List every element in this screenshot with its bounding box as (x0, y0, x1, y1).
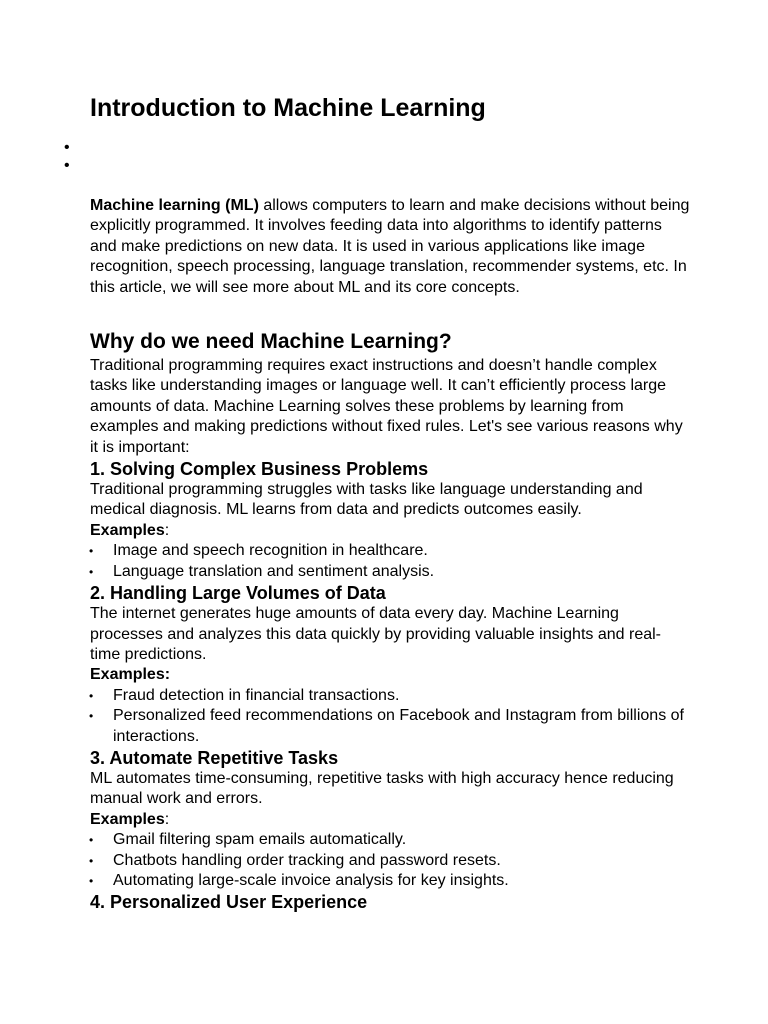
why-paragraph: Traditional programming requires exact instructions and doesn’t handle complex tasks like understanding images or language well. It can’t efficiently process large amounts of data. Machine Learning solves these problems by learning from examples and making predictions without fixed rules. Let's see various reasons why it is important: (90, 357, 683, 456)
intro-paragraph (90, 196, 690, 298)
list-item (90, 706, 690, 747)
list-item (90, 851, 690, 871)
list-item (90, 830, 690, 850)
section-heading: 2. Handling Large Volumes of Data (90, 583, 386, 604)
list-item-text: Chatbots handling order tracking and password resets. (113, 851, 501, 869)
list-item-text: Image and speech recognition in healthcare. (113, 542, 428, 560)
why-heading: Why do we need Machine Learning? (90, 330, 452, 354)
section-heading: 1. Solving Complex Business Problems (90, 459, 429, 480)
examples-list (90, 686, 690, 747)
examples-line (90, 810, 690, 830)
section-paragraph: The internet generates huge amounts of data every day. Machine Learning processes and analyzes this data quickly by providing valuable insights and real-time predictions. (90, 605, 661, 663)
examples-label: Examples (90, 810, 165, 828)
page-title: Introduction to Machine Learning (90, 94, 486, 122)
list-item (90, 686, 690, 706)
list-item-text: Automating large-scale invoice analysis for key insights. (113, 871, 509, 889)
examples-label: Examples: (90, 666, 171, 684)
bullet-icon: • (89, 544, 94, 559)
examples-suffix: : (164, 521, 170, 539)
examples-list (90, 830, 690, 891)
intro-text: allows computers to learn and make decisions without being explicitly programmed. It involves feeding data into algorithms to identify patterns and make predictions on new data. It is used in various applications like image recognition, speech processing, language translation, recommender systems, etc. In this article, we will see more about ML and its core concepts. (90, 197, 690, 296)
bullet-icon: • (89, 688, 94, 703)
bullet-icon: • (89, 853, 94, 868)
section-heading: 3. Automate Repetitive Tasks (90, 747, 339, 768)
article-body (90, 196, 690, 913)
bullet-icon: • (89, 873, 94, 888)
section-paragraph: ML automates time-consuming, repetitive tasks with high accuracy hence reducing manual work and errors. (90, 769, 674, 808)
examples-label: Examples (90, 521, 165, 539)
bullet-icon: • (89, 709, 94, 724)
list-item (90, 562, 690, 582)
examples-list (90, 541, 690, 582)
intro-term: Machine learning (ML) (90, 197, 259, 214)
bullet-icon: • (89, 564, 94, 579)
section-paragraph: Traditional programming struggles with tasks like language understanding and medical diagnosis. ML learns from data and predicts outcomes easily. (90, 481, 643, 519)
list-item (90, 871, 690, 891)
stray-bullet: • (64, 157, 70, 174)
list-item (90, 541, 690, 561)
list-item-text: Fraud detection in financial transactions. (113, 686, 400, 704)
examples-line (90, 665, 690, 685)
section-heading: 4. Personalized User Experience (90, 892, 368, 913)
stray-bullet: • (64, 139, 70, 156)
list-item-text: Language translation and sentiment analysis. (113, 562, 435, 580)
list-item-text: Personalized feed recommendations on Facebook and Instagram from billions of interactions. (113, 707, 684, 745)
examples-line (90, 521, 690, 541)
examples-suffix: : (164, 810, 170, 828)
list-item-text: Gmail filtering spam emails automatically. (113, 831, 407, 849)
bullet-icon: • (89, 833, 94, 848)
